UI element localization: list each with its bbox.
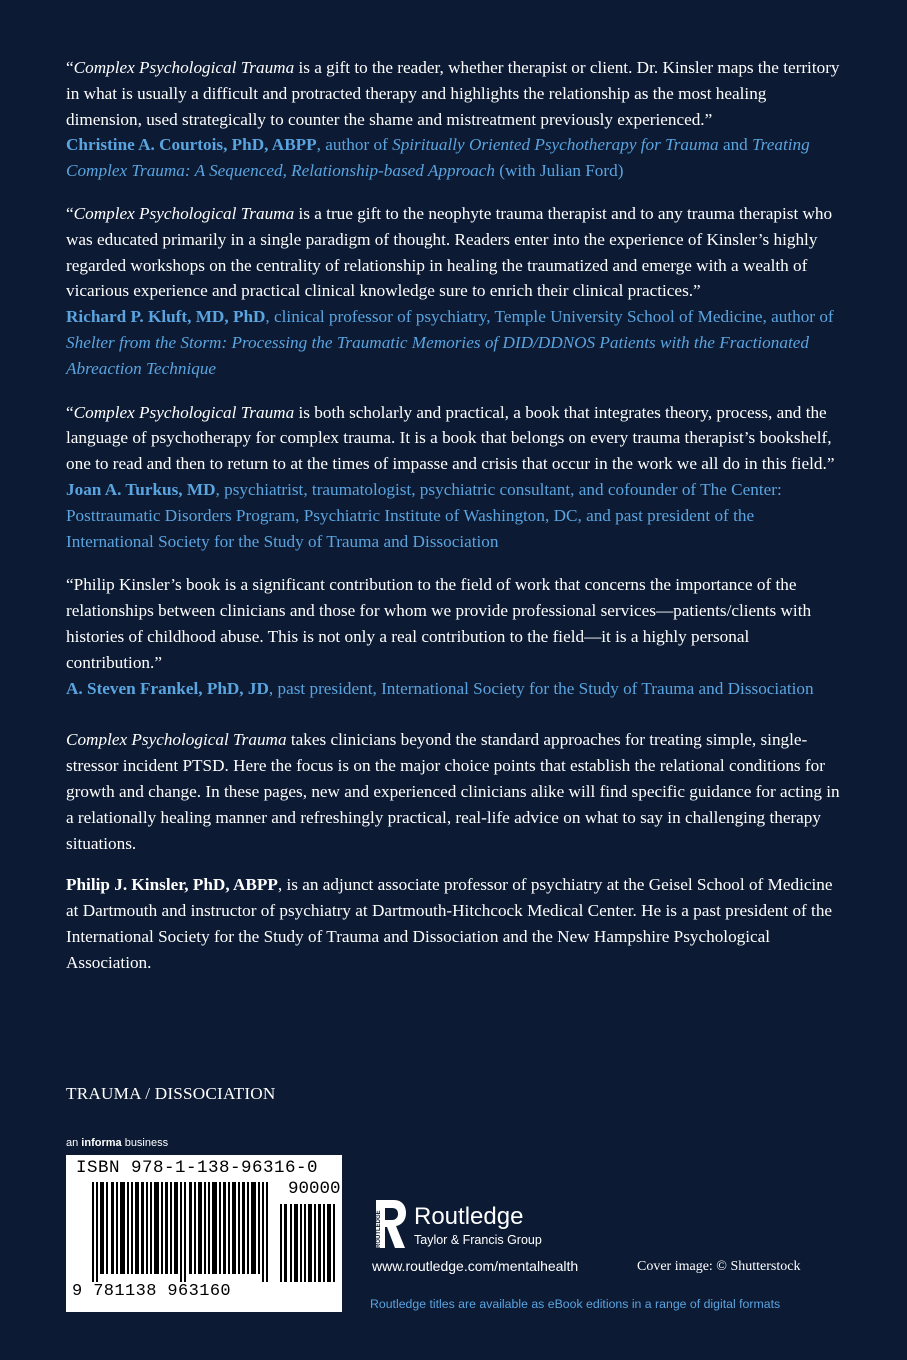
endorsement-attribution: Richard P. Kluft, MD, PhD, clinical professor of psychiatry, Temple University School of Medicine, author of Shelter from the Storm: Processing the Traumatic Memories of DID/DDNOS Patients with the Fractionated Abreaction Technique [66,307,834,378]
isbn-label: ISBN 978-1-138-96316-0 [76,1158,319,1178]
endorsement-1 [66,55,841,184]
ean-digits: 9 781138 963160 [72,1282,232,1301]
endorsement-4 [66,572,841,701]
endorsement-attribution: Joan A. Turkus, MD, psychiatrist, traumatologist, psychiatric consultant, and cofounder of The Center: Posttraumatic Disorders Program, Psychiatric Institute of Washington, DC, and past president of the International Society for the Study of Trauma and Dissociation [66,479,782,551]
routledge-vertical-wordmark: ROUTLEDGE [376,1210,382,1248]
cover-image-credit: Cover image: © Shutterstock [637,1259,801,1274]
book-title: Complex Psychological Trauma [66,730,287,750]
publisher-name: Routledge [414,1203,524,1230]
ebook-note: Routledge titles are available as eBook editions in a range of digital formats [370,1297,781,1311]
endorsement-2 [66,201,841,382]
endorser-name: Richard P. Kluft, MD, PhD [66,307,266,327]
endorser-name: A. Steven Frankel, PhD, JD [66,678,269,698]
endorser-name: Christine A. Courtois, PhD, ABPP [66,135,317,155]
book-title: Complex Psychological Trauma [73,58,295,77]
publisher-group: Taylor & Francis Group [414,1233,542,1247]
informa-business-line: an informa business [66,1137,169,1149]
endorsement-attribution: A. Steven Frankel, PhD, JD, past president, International Society for the Study of Trauma and Dissociation [66,678,814,698]
endorsement-quote: “Complex Psychological Trauma is a gift to the reader, whether therapist or client. Dr. Kinsler maps the territory in what is usually a difficult and protracted therapy and highlights the relationship as the most healing dimension, used strategically to counter the shame and mistreatment previously experienced.” [66,58,840,129]
subject-category: TRAUMA / DISSOCIATION [66,1084,276,1103]
book-description: Complex Psychological Trauma takes clinicians beyond the standard approaches for treating simple, single-stressor incident PTSD. Here the focus is on the major choice points that establish the relational conditions for growth and change. In these pages, new and experienced clinicians alike will find specific guidance for acting in a relationally healing manner and refreshingly practical, real-life advice on what to say in challenging therapy situations. [66,730,840,853]
price-code: 90000 [288,1179,341,1199]
informa-brand: informa [81,1137,122,1149]
routledge-logo-icon [372,1198,408,1250]
endorsement-quote: “Complex Psychological Trauma is both scholarly and practical, a book that integrates theory, process, and the language of psychotherapy for complex trauma. It is a book that belongs on every trauma therapist’s bookshelf, one to read and then to return to at the times of impasse and crisis that occur in the work we all do in this field.” [66,402,835,474]
author-name: Philip J. Kinsler, PhD, ABPP [66,875,278,895]
endorsement-quote: “Complex Psychological Trauma is a true gift to the neophyte trauma therapist and to any trauma therapist who was educated primarily in a single paradigm of thought. Readers enter into the experience of Kinsler’s highly regarded workshops on the centrality of relationship in healing the traumatized and emerge with a wealth of vicarious experience and practical clinical knowledge sure to enrich their clinical practices.” [66,203,833,301]
book-title: Complex Psychological Trauma [73,203,295,223]
back-cover-text [66,55,841,976]
isbn-barcode [66,1155,342,1312]
endorsement-3 [66,400,841,555]
endorsement-quote: “Philip Kinsler’s book is a significant contribution to the field of work that concerns the importance of the relationships between clinicians and those for whom we provide professional services—patients/clients with histories of childhood abuse. This is not only a real contribution to the field—it is a highly personal contribution.” [66,575,812,672]
endorsement-attribution: Christine A. Courtois, PhD, ABPP, author of Spiritually Oriented Psychotherapy for Trauma and Treating Complex Trauma: A Sequenced, Relationship-based Approach (with Julian Ford) [66,135,810,181]
endorser-name: Joan A. Turkus, MD [66,479,216,499]
book-title: Complex Psychological Trauma [73,402,295,422]
author-bio: Philip J. Kinsler, PhD, ABPP, is an adjunct associate professor of psychiatry at the Geisel School of Medicine at Dartmouth and instructor of psychiatry at Dartmouth-Hitchcock Medical Center. He is a past president of the International Society for the Study of Trauma and Dissociation and the New Hampshire Psychological Association. [66,875,833,972]
barcode-bars [92,1182,337,1282]
publisher-url: www.routledge.com/mentalhealth [372,1258,579,1274]
